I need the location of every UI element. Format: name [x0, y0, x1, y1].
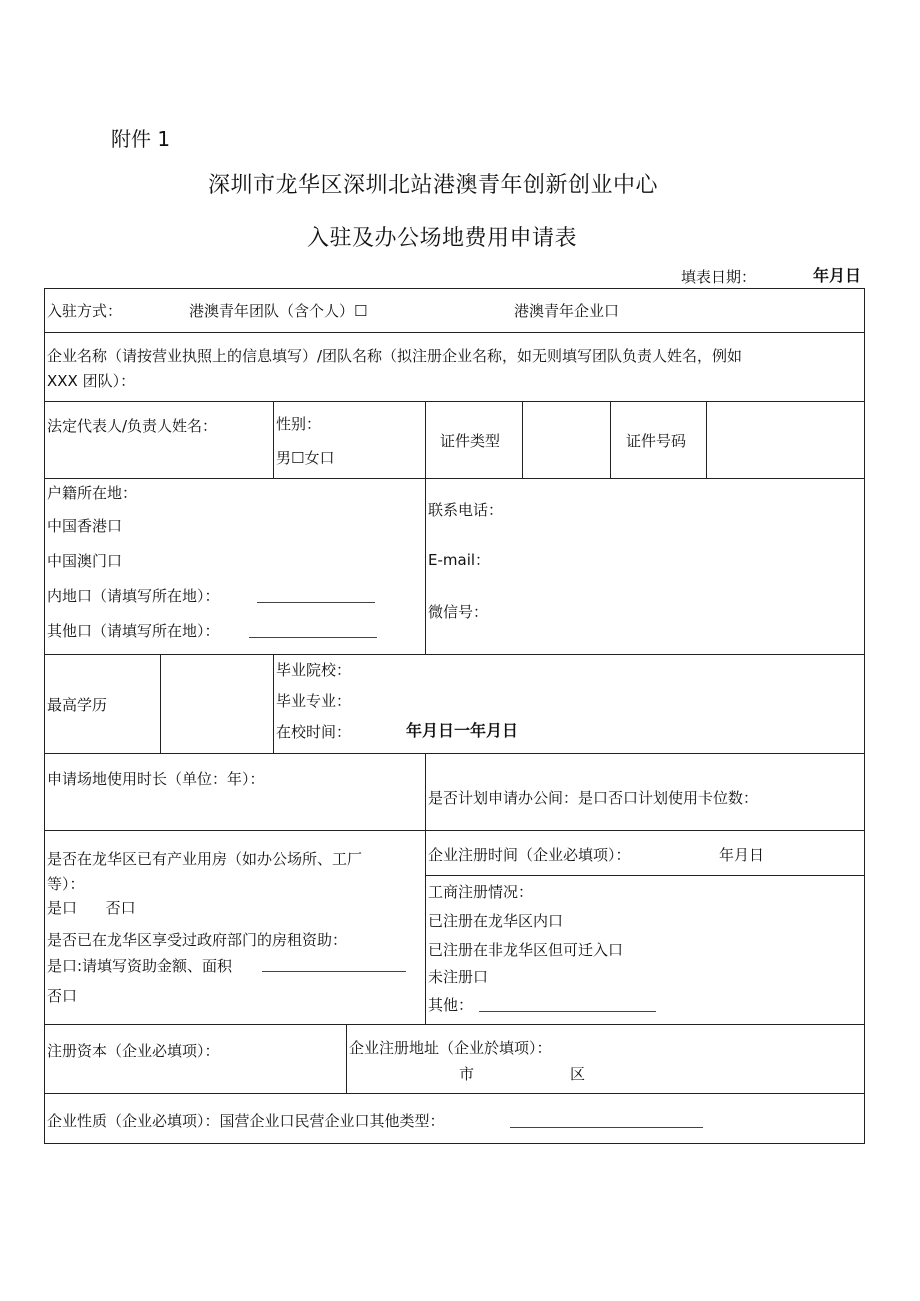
study-period-label: 在校时间： [276, 723, 352, 741]
household-mainland[interactable]: 内地口（请填写所在地）： [47, 587, 220, 605]
nature-other-line[interactable] [510, 1127, 703, 1128]
table-line [44, 288, 865, 289]
biz-reg-movable[interactable]: 已注册在非龙华区但可迁入口 [428, 941, 624, 959]
household-other[interactable]: 其他口（请填写所在地）： [47, 622, 220, 640]
table-line [44, 830, 865, 831]
table-line [44, 288, 45, 1143]
household-label: 户籍所在地： [47, 484, 138, 502]
reg-time-label: 企业注册时间（企业必填项）： [428, 846, 631, 864]
enterprise-nature[interactable]: 企业性质（企业必填项）：国营企业口民营企业口其他类型： [47, 1112, 445, 1130]
fill-date-value[interactable]: 年月日 [813, 266, 862, 285]
table-line [44, 332, 865, 333]
household-macau[interactable]: 中国澳门口 [47, 552, 123, 570]
company-name-label: 企业名称（请按营业执照上的信息填写）/团队名称（拟注册企业名称，如无则填写团队负责人姓名，例如 [47, 347, 743, 365]
phone-label: 联系电话： [428, 501, 504, 519]
table-line [44, 1143, 865, 1144]
office-plan-label[interactable]: 是否计划申请办公间：是口否口计划使用卡位数： [428, 789, 759, 807]
fill-date-label: 填表日期： [681, 268, 757, 286]
property-yes-no[interactable]: 是口 否口 [47, 899, 136, 917]
attachment-label: 附件 1 [111, 127, 171, 151]
education-label: 最高学历 [47, 696, 108, 714]
usage-duration-label: 申请场地使用时长（单位：年）： [47, 770, 265, 788]
table-line [44, 478, 865, 479]
address-city: 市 [459, 1065, 475, 1083]
id-type-label: 证件类型 [440, 432, 501, 450]
school-label: 毕业院校： [276, 661, 352, 679]
biz-reg-label: 工商注册情况： [428, 883, 534, 901]
biz-reg-longhua[interactable]: 已注册在龙华区内口 [428, 912, 564, 930]
address-label: 企业注册地址（企业於填项）： [349, 1039, 552, 1057]
subsidy-question: 是否已在龙华区享受过政府部门的房租资助： [47, 931, 348, 949]
table-line [44, 1093, 865, 1094]
gender-label: 性别： [276, 415, 322, 433]
entry-option-company[interactable]: 港澳青年企业口 [514, 302, 620, 320]
address-district: 区 [570, 1065, 586, 1083]
biz-reg-other[interactable]: 其他： [428, 996, 474, 1014]
legal-rep-label: 法定代表人/负责人姓名： [47, 417, 218, 435]
property-question: 是否在龙华区已有产业用房（如办公场所、工厂 [47, 850, 363, 868]
subsidy-input-line[interactable] [262, 971, 406, 972]
subsidy-yes[interactable]: 是口:请填写资助金额、面积 [47, 957, 233, 975]
table-line [522, 401, 523, 478]
table-line [273, 401, 274, 478]
table-line [425, 875, 865, 876]
table-line [44, 401, 865, 402]
mainland-input-line[interactable] [257, 602, 375, 603]
biz-reg-none[interactable]: 未注册口 [428, 968, 489, 986]
form-title-line2: 入驻及办公场地费用申请表 [307, 226, 578, 251]
reg-time-value[interactable]: 年月日 [719, 846, 765, 864]
biz-reg-other-line[interactable] [479, 1011, 656, 1012]
gender-options[interactable]: 男☐女口 [276, 449, 335, 467]
property-question-cont: 等）： [47, 875, 85, 893]
email-label: E-mail： [428, 551, 491, 569]
form-title-line1: 深圳市龙华区深圳北站港澳青年创新创业中心 [208, 173, 659, 198]
table-line [425, 401, 426, 478]
company-name-label-cont: XXX 团队）： [47, 372, 136, 390]
study-period-value[interactable]: 年月日一年月日 [406, 721, 519, 740]
table-line [44, 1024, 865, 1025]
subsidy-no[interactable]: 否口 [47, 987, 78, 1005]
household-hk[interactable]: 中国香港口 [47, 517, 123, 535]
table-line [44, 753, 865, 754]
entry-mode-label: 入驻方式： [47, 302, 123, 320]
id-number-label: 证件号码 [626, 432, 687, 450]
table-line [864, 288, 865, 1143]
table-line [273, 654, 274, 753]
table-line [610, 401, 611, 478]
table-line [160, 654, 161, 753]
wechat-label: 微信号： [428, 603, 489, 621]
table-line [44, 654, 865, 655]
table-line [706, 401, 707, 478]
major-label: 毕业专业： [276, 692, 352, 710]
entry-option-team[interactable]: 港澳青年团队（含个人）☐ [189, 302, 368, 320]
table-line [425, 753, 426, 1024]
other-input-line[interactable] [249, 637, 377, 638]
capital-label: 注册资本（企业必填项）： [47, 1042, 220, 1060]
table-line [425, 478, 426, 654]
table-line [346, 1024, 347, 1093]
